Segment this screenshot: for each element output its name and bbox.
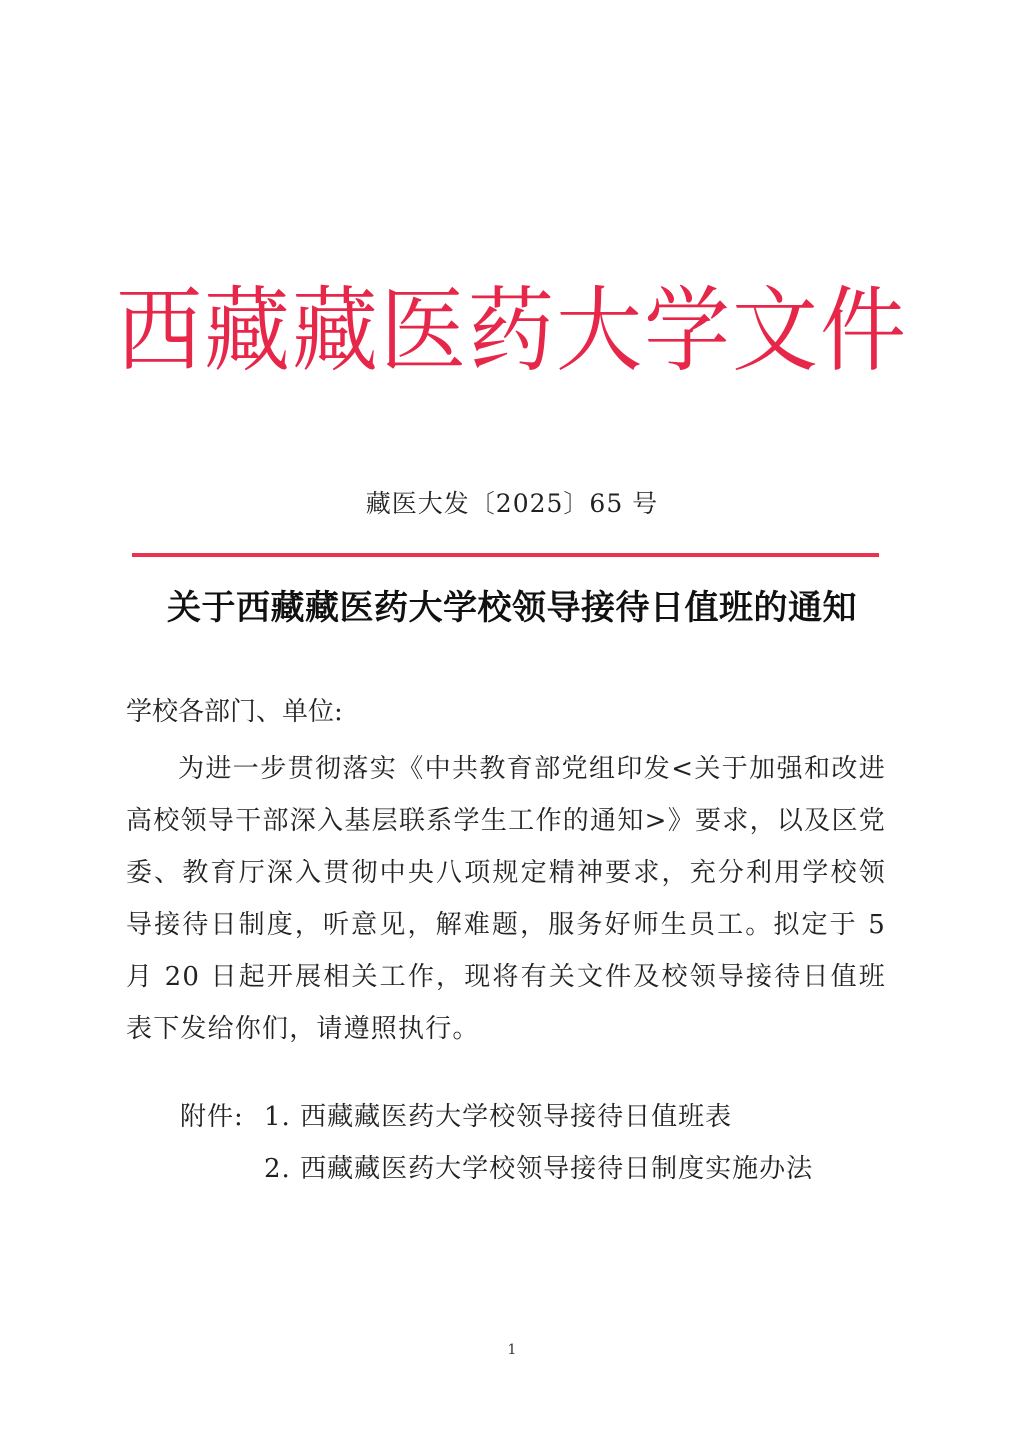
attachments-list (180, 1091, 813, 1195)
document-title: 关于西藏藏医药大学校领导接待日值班的通知 (167, 588, 857, 628)
body-paragraph: 为进一步贯彻落实《中共教育部党组印发<关于加强和改进高校领导干部深入基层联系学生工作的通知>》要求，以及区党委、教育厅深入贯彻中央八项规定精神要求，充分利用学校领导接待日制度，听意见，解难题，服务好师生员工。拟定于 5 月 20 日起开展相关工作，现将有关文件及校领导接待日值班表下发给你们，请遵照执行。 (126, 754, 886, 1044)
salutation: 学校各部门、单位: (126, 697, 343, 727)
attachment-indent (180, 1143, 264, 1195)
document-number: 藏医大发〔2025〕65 号 (365, 489, 659, 518)
red-divider-line (132, 553, 879, 557)
attachment-item (180, 1143, 813, 1195)
page-number: 1 (507, 1342, 517, 1358)
attachment-item (180, 1091, 813, 1143)
issuing-organization-header: 西藏藏医药大学文件 (116, 277, 908, 385)
attachment-1: 1. 西藏藏医药大学校领导接待日值班表 (264, 1102, 733, 1132)
attachment-2: 2. 西藏藏医药大学校领导接待日制度实施办法 (264, 1154, 814, 1184)
attachments-label: 附件: (180, 1102, 244, 1132)
